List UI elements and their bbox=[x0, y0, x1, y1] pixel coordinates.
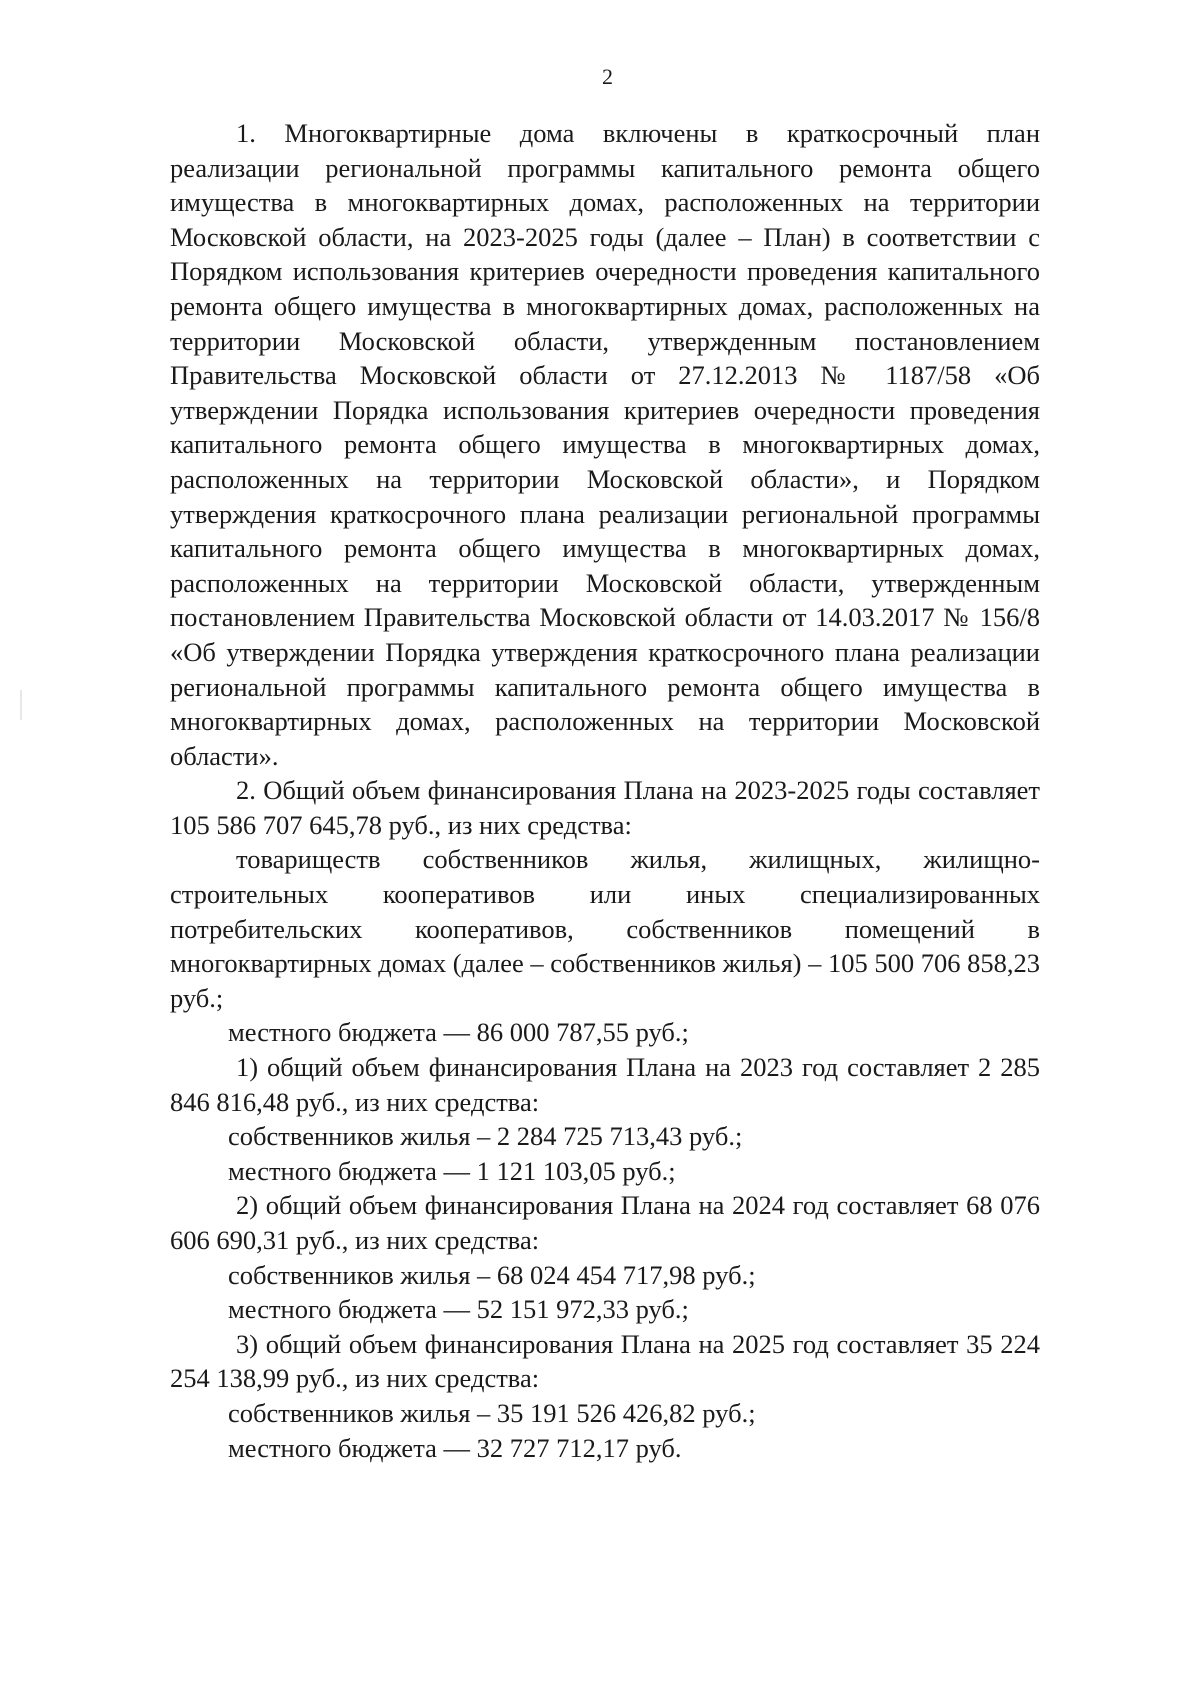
scan-margin-mark bbox=[20, 690, 22, 720]
financing-2023-owners: собственников жилья – 2 284 725 713,43 руб.; bbox=[228, 1121, 743, 1152]
document-body bbox=[170, 116, 1040, 1465]
financing-2025-local: местного бюджета — 32 727 712,17 руб. bbox=[228, 1432, 682, 1463]
paragraph-2-total-financing: 2. Общий объем финансирования Плана на 2023-2025 годы составляет 105 586 707 645,78 руб., из них средства: bbox=[170, 775, 1040, 840]
financing-2024: 2) общий объем финансирования Плана на 2024 год составляет 68 076 606 690,31 руб., из них средства: bbox=[170, 1190, 1040, 1255]
financing-2024-owners: собственников жилья – 68 024 454 717,98 руб.; bbox=[228, 1259, 756, 1290]
financing-2023-local: местного бюджета — 1 121 103,05 руб.; bbox=[228, 1155, 676, 1186]
paragraph-1-plan-inclusion: 1. Многоквартирные дома включены в краткосрочный план реализации региональной программы капитального ремонта общего имущества в многоквартирных домах, расположенных на территории Московской области, на 2023-2025 годы (далее – План) в соответствии с Порядком использования критериев очередности проведения капитального ремонта общего имущества в многоквартирных домах, расположенных на территории Московской области, утвержденным постановлением Правительства Московской области от 27.12.2013 № 1187/58 «Об утверждении Порядка использования критериев очередности проведения капитального ремонта общего имущества в многоквартирных домах, расположенных на территории Московской области», и Порядком утверждения краткосрочного плана реализации региональной программы капитального ремонта общего имущества в многоквартирных домах, расположенных на территории Московской области, утвержденным постановлением Правительства Московской области от 14.03.2017 № 156/8 «Об утверждении Порядка утверждения краткосрочного плана реализации региональной программы капитального ремонта общего имущества в многоквартирных домах, расположенных на территории Московской области». bbox=[170, 118, 1040, 771]
financing-2025-owners: собственников жилья – 35 191 526 426,82 руб.; bbox=[228, 1397, 756, 1428]
paragraph-2-local-budget: местного бюджета — 86 000 787,55 руб.; bbox=[228, 1017, 689, 1048]
financing-2024-local: местного бюджета — 52 151 972,33 руб.; bbox=[228, 1294, 689, 1325]
financing-2025: 3) общий объем финансирования Плана на 2025 год составляет 35 224 254 138,99 руб., из них средства: bbox=[170, 1328, 1040, 1394]
page-number: 2 bbox=[602, 64, 613, 89]
financing-2023: 1) общий объем финансирования Плана на 2023 год составляет 2 285 846 816,48 руб., из них средства: bbox=[170, 1052, 1040, 1117]
paragraph-2-owners-funds: товариществ собственников жилья, жилищных, жилищно-строительных кооперативов или иных специализированных потребительских кооперативов, собственников помещений в многоквартирных домах (далее – собственников жилья) – 105 500 706 858,23 руб.; bbox=[170, 844, 1040, 1013]
